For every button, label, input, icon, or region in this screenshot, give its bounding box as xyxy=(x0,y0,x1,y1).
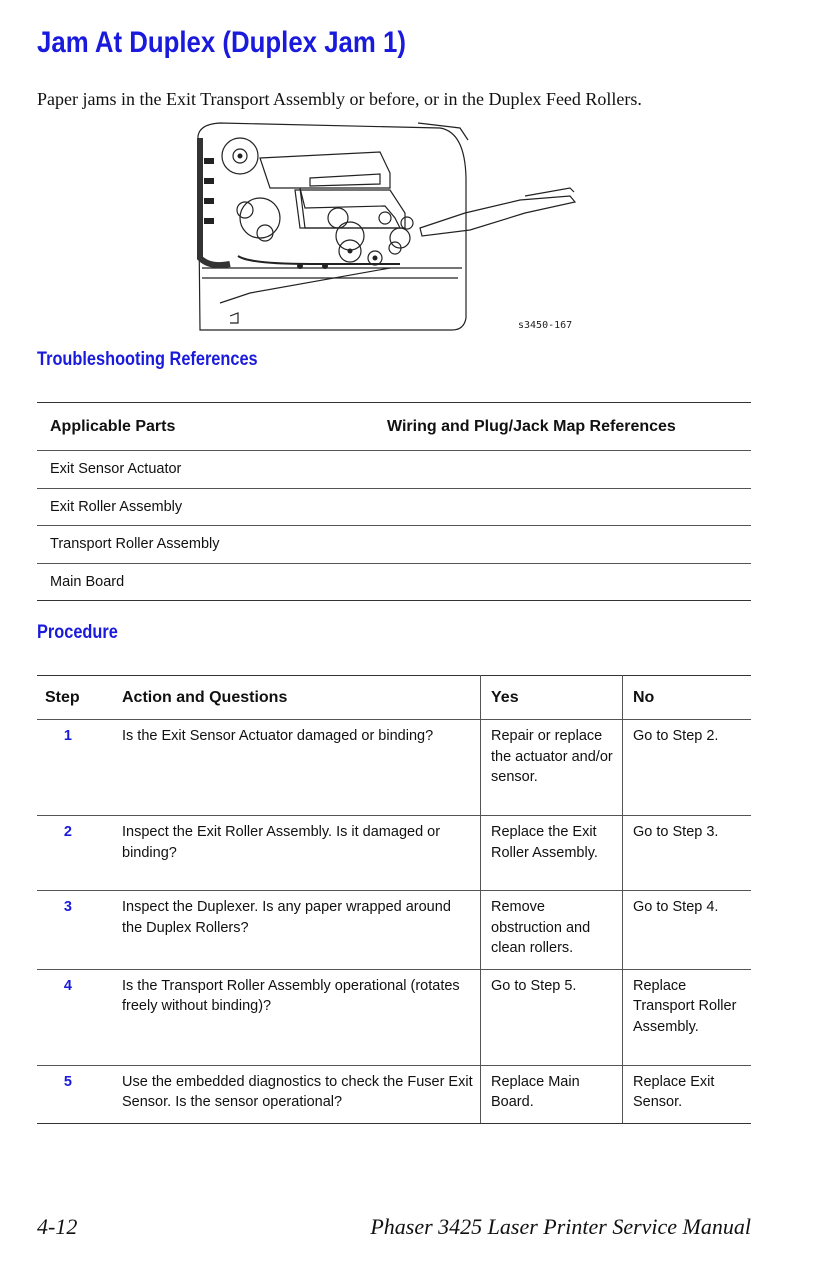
column-header-applicable-parts: Applicable Parts xyxy=(37,403,374,451)
printer-illustration xyxy=(190,118,590,338)
column-header-wiring-references: Wiring and Plug/Jack Map References xyxy=(374,403,751,451)
wiring-reference xyxy=(374,526,751,564)
part-name: Exit Roller Assembly xyxy=(37,488,374,526)
step-number: 3 xyxy=(37,891,112,970)
step-number: 4 xyxy=(37,969,112,1065)
figure-label: s3450-167 xyxy=(518,320,573,331)
table-row xyxy=(37,720,751,816)
table-row xyxy=(37,451,751,489)
step-action: Is the Exit Sensor Actuator damaged or binding? xyxy=(112,720,481,816)
column-header-no: No xyxy=(623,676,752,720)
procedure-header-row xyxy=(37,676,751,720)
table-row xyxy=(37,969,751,1065)
column-header-step: Step xyxy=(37,676,112,720)
step-number: 1 xyxy=(37,720,112,816)
wiring-reference xyxy=(374,451,751,489)
step-yes: Replace Main Board. xyxy=(481,1065,623,1123)
table-row xyxy=(37,488,751,526)
procedure-table xyxy=(37,675,751,1124)
column-header-action: Action and Questions xyxy=(112,676,481,720)
page-title: Jam At Duplex (Duplex Jam 1) xyxy=(37,26,406,59)
step-number: 2 xyxy=(37,816,112,891)
step-no: Go to Step 4. xyxy=(623,891,752,970)
step-yes: Go to Step 5. xyxy=(481,969,623,1065)
step-action: Inspect the Duplexer. Is any paper wrapped around the Duplex Rollers? xyxy=(112,891,481,970)
page-number: 4-12 xyxy=(37,1214,78,1239)
step-yes: Repair or replace the actuator and/or sensor. xyxy=(481,720,623,816)
printer-diagram xyxy=(190,118,590,338)
table-row xyxy=(37,526,751,564)
step-action: Use the embedded diagnostics to check the Fuser Exit Sensor. Is the sensor operational? xyxy=(112,1065,481,1123)
procedure-heading: Procedure xyxy=(37,622,118,643)
intro-text: Paper jams in the Exit Transport Assembly or before, or in the Duplex Feed Rollers. xyxy=(37,89,642,109)
step-action: Inspect the Exit Roller Assembly. Is it damaged or binding? xyxy=(112,816,481,891)
part-name: Exit Sensor Actuator xyxy=(37,451,374,489)
column-header-yes: Yes xyxy=(481,676,623,720)
step-number: 5 xyxy=(37,1065,112,1123)
references-heading: Troubleshooting References xyxy=(37,349,258,370)
table-row xyxy=(37,816,751,891)
table-row xyxy=(37,563,751,601)
wiring-reference xyxy=(374,488,751,526)
table-row xyxy=(37,891,751,970)
wiring-reference xyxy=(374,563,751,601)
table-row xyxy=(37,1065,751,1123)
step-no: Replace Exit Sensor. xyxy=(623,1065,752,1123)
step-no: Go to Step 3. xyxy=(623,816,752,891)
references-header-row xyxy=(37,403,751,451)
step-action: Is the Transport Roller Assembly operational (rotates freely without binding)? xyxy=(112,969,481,1065)
part-name: Transport Roller Assembly xyxy=(37,526,374,564)
step-no: Replace Transport Roller Assembly. xyxy=(623,969,752,1065)
manual-title: Phaser 3425 Laser Printer Service Manual xyxy=(370,1214,751,1239)
step-yes: Replace the Exit Roller Assembly. xyxy=(481,816,623,891)
references-table xyxy=(37,402,751,601)
step-no: Go to Step 2. xyxy=(623,720,752,816)
step-yes: Remove obstruction and clean rollers. xyxy=(481,891,623,970)
part-name: Main Board xyxy=(37,563,374,601)
